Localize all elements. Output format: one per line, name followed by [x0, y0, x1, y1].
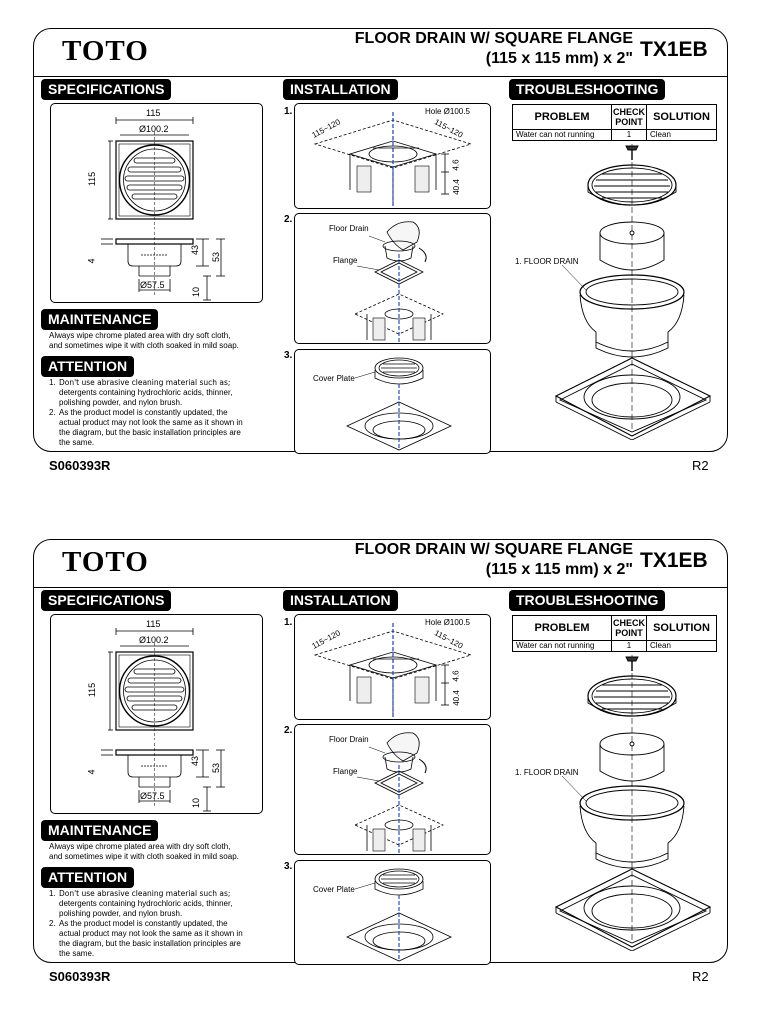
header-solution: SOLUTION — [647, 616, 717, 641]
maintenance-heading: MAINTENANCE — [41, 309, 158, 330]
exploded-assembly — [510, 651, 725, 951]
step-3-number: 3. — [284, 350, 293, 361]
install-step-1 — [294, 103, 491, 209]
attention-line: the diagram, but the basic installation principles are — [59, 939, 241, 948]
header-solution: SOLUTION — [647, 105, 717, 130]
attention-warning: Don't use abrasive cleaning material such as; — [59, 378, 231, 387]
attention-number: 1. — [49, 378, 56, 387]
troubleshooting-heading: TROUBLESHOOTING — [509, 79, 665, 100]
brand-logo: TOTO — [62, 35, 149, 67]
attention-warning: Don't use abrasive cleaning material such as; — [59, 889, 231, 898]
maintenance-text — [49, 842, 289, 862]
model-number: TX1EB — [640, 38, 708, 61]
product-title: FLOOR DRAIN W/ SQUARE FLANGE — [354, 541, 633, 558]
attention-item-2 — [49, 408, 294, 448]
spec-drawing — [50, 614, 263, 814]
header-check-point: CHECK POINT — [612, 105, 647, 130]
header-problem: PROBLEM — [513, 616, 612, 641]
step1-dim-left: 115~120 — [310, 628, 342, 651]
attention-line: actual product may not look the same as it shown in — [59, 929, 243, 938]
step1-dim-46: 4.6 — [451, 670, 461, 682]
dim-53: 53 — [211, 762, 222, 774]
document-code: S060393R — [49, 969, 111, 984]
attention-number: 1. — [49, 889, 56, 898]
header-divider — [33, 76, 728, 77]
hole-label: Hole Ø100.5 — [425, 107, 470, 116]
maintenance-text — [49, 331, 289, 351]
dim-10: 10 — [191, 797, 202, 809]
model-number: TX1EB — [640, 549, 708, 572]
step1-svg — [295, 615, 492, 721]
attention-heading: ATTENTION — [41, 356, 134, 377]
revision-number: R2 — [692, 969, 709, 984]
document-code: S060393R — [49, 458, 111, 473]
install-step-3 — [294, 860, 491, 965]
dim-height-side: 115 — [87, 171, 98, 187]
attention-line: As the product model is constantly updated, the — [59, 408, 228, 417]
dim-43: 43 — [190, 244, 201, 256]
attention-line: detergents containing hydrochloric acids, thinner, — [59, 899, 233, 908]
dim-10: 10 — [191, 286, 202, 298]
dim-53: 53 — [211, 251, 222, 263]
attention-line: polishing powder, and nylon brush. — [59, 398, 183, 407]
dim-width: 115 — [146, 619, 161, 629]
attention-number: 2. — [49, 408, 56, 417]
flange-label: Flange — [333, 767, 358, 776]
brand-logo: TOTO — [62, 546, 149, 578]
spec-drawing — [50, 103, 263, 303]
step2-svg — [295, 214, 492, 345]
attention-heading: ATTENTION — [41, 867, 134, 888]
cell-solution: Clean — [647, 641, 717, 652]
attention-line: As the product model is constantly updated, the — [59, 919, 228, 928]
sheet-bottom — [0, 511, 768, 1023]
header-problem: PROBLEM — [513, 105, 612, 130]
troubleshooting-table — [512, 615, 717, 652]
floor-drain-label: Floor Drain — [329, 735, 369, 744]
step1-svg — [295, 104, 492, 210]
attention-line: actual product may not look the same as it shown in — [59, 418, 243, 427]
table-row — [513, 130, 717, 141]
dim-diameter: Ø100.2 — [139, 635, 169, 645]
dim-height-side: 115 — [87, 682, 98, 698]
table-row — [513, 641, 717, 652]
step2-svg — [295, 725, 492, 856]
troubleshooting-heading: TROUBLESHOOTING — [509, 590, 665, 611]
cell-check-point: 1 — [612, 641, 647, 652]
cover-plate-label: Cover Plate — [313, 374, 355, 383]
attention-line: detergents containing hydrochloric acids, thinner, — [59, 388, 233, 397]
attention-line: polishing powder, and nylon brush. — [59, 909, 183, 918]
maintenance-line: Always wipe chrome plated area with dry soft cloth, — [49, 331, 231, 340]
exploded-assembly — [510, 140, 725, 440]
attention-number: 2. — [49, 919, 56, 928]
product-size: (115 x 115 mm) x 2" — [485, 561, 633, 578]
floor-drain-part-label: 1. FLOOR DRAIN — [515, 768, 579, 777]
step-3-number: 3. — [284, 861, 293, 872]
floor-drain-part-label: 1. FLOOR DRAIN — [515, 257, 579, 266]
attention-item-2 — [49, 919, 294, 959]
product-title: FLOOR DRAIN W/ SQUARE FLANGE — [354, 30, 633, 47]
attention-line: the diagram, but the basic installation principles are — [59, 428, 241, 437]
spec-drawing-svg — [51, 104, 264, 304]
cell-problem: Water can not running — [513, 130, 612, 141]
maintenance-heading: MAINTENANCE — [41, 820, 158, 841]
specifications-heading: SPECIFICATIONS — [41, 590, 171, 611]
attention-line: the same. — [59, 949, 95, 958]
step-1-number: 1. — [284, 617, 293, 628]
cover-plate-label: Cover Plate — [313, 885, 355, 894]
header-divider — [33, 587, 728, 588]
step1-dim-right: 115~120 — [432, 117, 465, 140]
dim-flange-thickness: 4 — [86, 258, 97, 264]
installation-heading: INSTALLATION — [283, 79, 398, 100]
install-step-2 — [294, 724, 491, 855]
step-2-number: 2. — [284, 214, 293, 225]
troubleshooting-table — [512, 104, 717, 141]
installation-heading: INSTALLATION — [283, 590, 398, 611]
step3-svg — [295, 861, 492, 966]
cell-problem: Water can not running — [513, 641, 612, 652]
dim-outlet: Ø57.5 — [140, 280, 165, 290]
install-step-3 — [294, 349, 491, 454]
attention-item-1 — [49, 889, 294, 919]
step1-dim-404: 40.4 — [451, 690, 461, 706]
header-check-point: CHECK POINT — [612, 616, 647, 641]
install-step-2 — [294, 213, 491, 344]
maintenance-line: Always wipe chrome plated area with dry soft cloth, — [49, 842, 231, 851]
step1-dim-left: 115~120 — [310, 117, 342, 140]
maintenance-line: and sometimes wipe it with cloth soaked in mild soap. — [49, 341, 239, 350]
step-2-number: 2. — [284, 725, 293, 736]
step1-dim-404: 40.4 — [451, 179, 461, 195]
assembly-svg — [510, 651, 725, 951]
cell-solution: Clean — [647, 130, 717, 141]
attention-line: the same. — [59, 438, 95, 447]
table-header-row — [513, 616, 717, 641]
attention-item-1 — [49, 378, 294, 408]
specifications-heading: SPECIFICATIONS — [41, 79, 171, 100]
install-step-1 — [294, 614, 491, 720]
dim-outlet: Ø57.5 — [140, 791, 165, 801]
spec-drawing-svg — [51, 615, 264, 815]
step-1-number: 1. — [284, 106, 293, 117]
step1-dim-46: 4.6 — [451, 159, 461, 171]
product-size: (115 x 115 mm) x 2" — [485, 50, 633, 67]
dim-flange-thickness: 4 — [86, 769, 97, 775]
dim-diameter: Ø100.2 — [139, 124, 169, 134]
revision-number: R2 — [692, 458, 709, 473]
assembly-svg — [510, 140, 725, 440]
attention-list — [49, 378, 294, 448]
maintenance-line: and sometimes wipe it with cloth soaked in mild soap. — [49, 852, 239, 861]
cell-check-point: 1 — [612, 130, 647, 141]
step3-svg — [295, 350, 492, 455]
dim-43: 43 — [190, 755, 201, 767]
table-header-row — [513, 105, 717, 130]
hole-label: Hole Ø100.5 — [425, 618, 470, 627]
floor-drain-label: Floor Drain — [329, 224, 369, 233]
step1-dim-right: 115~120 — [432, 628, 465, 651]
dim-width: 115 — [146, 108, 161, 118]
attention-list — [49, 889, 294, 959]
flange-label: Flange — [333, 256, 358, 265]
